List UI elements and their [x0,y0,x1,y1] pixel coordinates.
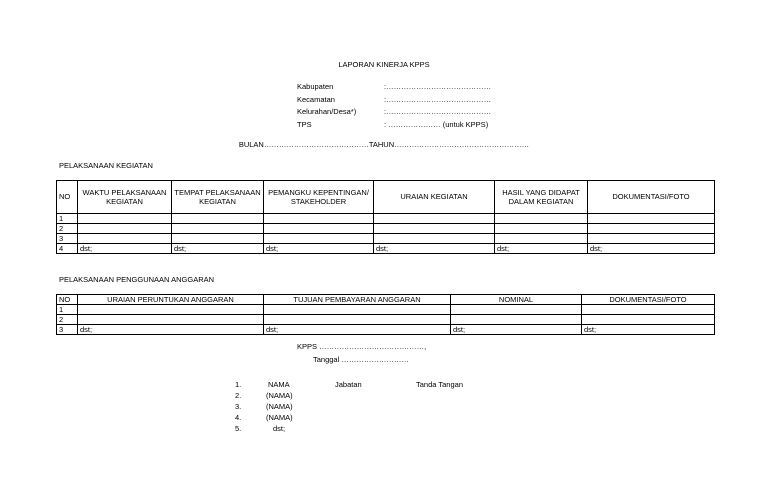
signatory-number: 5. [235,424,242,433]
table-cell: 2 [57,224,78,234]
kegiatan-table [56,180,715,254]
table-cell: 1 [57,305,78,315]
table-row [57,305,715,315]
table-row [57,325,715,335]
table-cell: dst; [451,325,582,335]
table-cell: dst; [374,244,495,254]
table-row [57,234,715,244]
info-label: Kabupaten [297,82,334,91]
table-cell [451,305,582,315]
signatory-name: dst; [273,424,286,433]
info-label: TPS [297,119,312,129]
table-cell: 2 [57,315,78,325]
table-cell [78,234,172,244]
table-cell: dst; [78,325,264,335]
table-cell [78,315,264,325]
table-cell: 1 [57,214,78,224]
table-cell [495,224,588,234]
info-value: : ………………… (untuk KPPS) [384,119,489,129]
table-header-row [57,181,715,214]
table-cell [374,234,495,244]
table-cell [451,315,582,325]
table-row [57,214,715,224]
table-cell: 3 [57,325,78,335]
signatory-number: 1. [235,380,242,389]
signatory-signature: Tanda Tangan [416,380,463,389]
table-cell [588,214,715,224]
table-cell: dst; [495,244,588,254]
section-heading-anggaran: PELAKSANAAN PENGGUNAAN ANGGARAN [59,275,215,284]
table-cell [588,224,715,234]
table-cell [172,214,264,224]
table-cell [264,305,451,315]
table-header-row [57,295,715,305]
section-heading-kegiatan: PELAKSANAAN KEGIATAN [59,161,153,170]
table-row [57,244,715,254]
table-cell: 4 [57,244,78,254]
signatory-number: 2. [235,391,242,400]
table-row [57,315,715,325]
column-header: URAIAN KEGIATAN [374,181,495,214]
signatory-name: (NAMA) [266,413,293,422]
table-cell [78,224,172,234]
table-cell: dst; [588,244,715,254]
table-cell: dst; [78,244,172,254]
tanggal-line: Tanggal ……………………… [313,355,409,364]
table-cell [264,214,374,224]
table-cell [582,315,715,325]
table-cell [172,224,264,234]
signatory-name: (NAMA) [266,402,293,411]
signatory-jabatan: Jabatan [335,380,362,389]
signatory-name: (NAMA) [266,391,293,400]
column-header: URAIAN PERUNTUKAN ANGGARAN [78,295,264,305]
signatory-number: 4. [235,413,242,422]
table-cell [582,305,715,315]
table-cell [264,224,374,234]
column-header: HASIL YANG DIDAPAT DALAM KEGIATAN [495,181,588,214]
column-header: DOKUMENTASI/FOTO [588,181,715,214]
column-header: NOMINAL [451,295,582,305]
column-header: WAKTU PELAKSANAAN KEGIATAN [78,181,172,214]
column-header: NO [57,295,78,305]
table-cell: dst; [264,244,374,254]
period-line: BULAN……………………………………TAHUN……………………………………………… [238,140,530,149]
table-cell [495,234,588,244]
column-header: DOKUMENTASI/FOTO [582,295,715,305]
signatory-number: 3. [235,402,242,411]
table-cell [374,224,495,234]
table-cell [264,315,451,325]
table-cell: dst; [582,325,715,335]
info-value: :…………………………………… [384,82,492,91]
document-title: LAPORAN KINERJA KPPS [338,60,430,69]
info-value: :…………………………………… [384,94,492,104]
table-row [57,224,715,234]
table-cell: dst; [264,325,451,335]
table-cell: 3 [57,234,78,244]
signatory-name: NAMA [268,380,290,389]
table-cell [78,214,172,224]
table-cell [172,234,264,244]
kpps-line: KPPS ……………………………………, [297,342,427,351]
table-cell [495,214,588,224]
column-header: TUJUAN PEMBAYARAN ANGGARAN [264,295,451,305]
table-cell [264,234,374,244]
table-cell [78,305,264,315]
anggaran-table [56,294,715,335]
info-label: Kecamatan [297,94,335,104]
table-cell [588,234,715,244]
column-header: PEMANGKU KEPENTINGAN/ STAKEHOLDER [264,181,374,214]
info-value: :…………………………………… [384,107,492,116]
table-cell [374,214,495,224]
info-label: Kelurahan/Desa*) [297,107,357,116]
table-cell: dst; [172,244,264,254]
column-header: TEMPAT PELAKSANAAN KEGIATAN [172,181,264,214]
column-header: NO [57,181,78,214]
